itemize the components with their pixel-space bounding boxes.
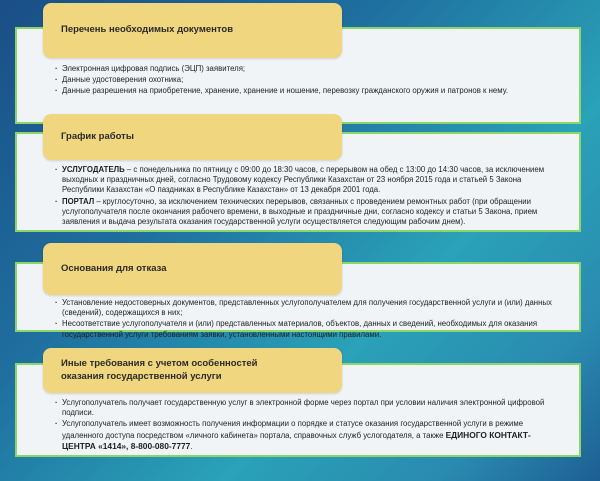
documents-header bbox=[43, 3, 342, 58]
list-item: · ПОРТАЛ – круглосуточно, за исключением технических перерывов, связанных с проведением ремонтных работ (при обращении услугополучателя после окончания рабочего времени, в выходные и праздничные дни, согласно кодексу и статьи 5 Закона, прием заявления и выдача результата оказания государственной услуги осуществляется следующим рабочим днем). bbox=[56, 197, 556, 228]
refusal-title: Основания для отказа bbox=[61, 262, 167, 274]
other-requirements-list bbox=[56, 398, 556, 453]
refusal-header bbox=[43, 243, 342, 295]
list-item: · Услугополучатель получает государственную услуг в электронной форме через портал при условии наличия электронной цифровой подписи. bbox=[56, 398, 556, 418]
contact-center: ЕДИНОГО КОНТАКТ-ЦЕНТРА «1414», 8-800-080-7777 bbox=[62, 429, 531, 451]
documents-title: Перечень необходимых документов bbox=[61, 24, 234, 36]
list-item: · УСЛУГОДАТЕЛЬ – с понедельника по пятницу с 09:00 до 18:30 часов, с перерывом на обед с 13:00 до 14:30 часов, за исключением выходных и праздничных дней, согласно Трудовому кодексу Республики Казахстан от 23 ноября 2015 года и статьей 5 Закона Республики Казахстан «О паздниках в Республике Казахстан» от 13 декабря 2001 года. bbox=[56, 165, 556, 196]
documents-list bbox=[56, 64, 556, 98]
schedule-header bbox=[43, 114, 342, 160]
other-requirements-header bbox=[43, 348, 342, 393]
list-item: · Электронная цифровая подпись (ЭЦП) заявителя; bbox=[56, 64, 556, 74]
refusal-list bbox=[56, 298, 556, 341]
list-item: · Данные разрешения на приобретение, хранение, хранение и ношение, перевозку гражданского оружия и патронов к нему. bbox=[56, 86, 556, 96]
schedule-title: График работы bbox=[61, 130, 134, 142]
other-requirements-title: Иные требования с учетом особенностей оказания государственной услуги bbox=[61, 358, 258, 382]
list-item: · Установление недостоверных документов, представленных услугополучателем для получения государственной услуги и (или) данных (сведений), содержащихся в них; bbox=[56, 298, 556, 318]
list-item: · Данные удостоверения охотника; bbox=[56, 75, 556, 85]
list-item: · Услугополучатель имеет возможность получения информации о порядке и статусе оказания государственной услуги в режиме удаленного доступа посредством «личного кабинета» портала, справочных служб услогодателя, а также ЕДИНОГО КОНТАКТ-ЦЕНТРА «1414», 8-800-080-7777. bbox=[56, 419, 556, 452]
schedule-list bbox=[56, 165, 556, 228]
list-item: · Несоответствие услугополучателя и (или) представленных материалов, объектов, данных и сведений, необходимых для оказания государственной услуги требованиям заявки, установленными настоящими правилами. bbox=[56, 319, 556, 339]
